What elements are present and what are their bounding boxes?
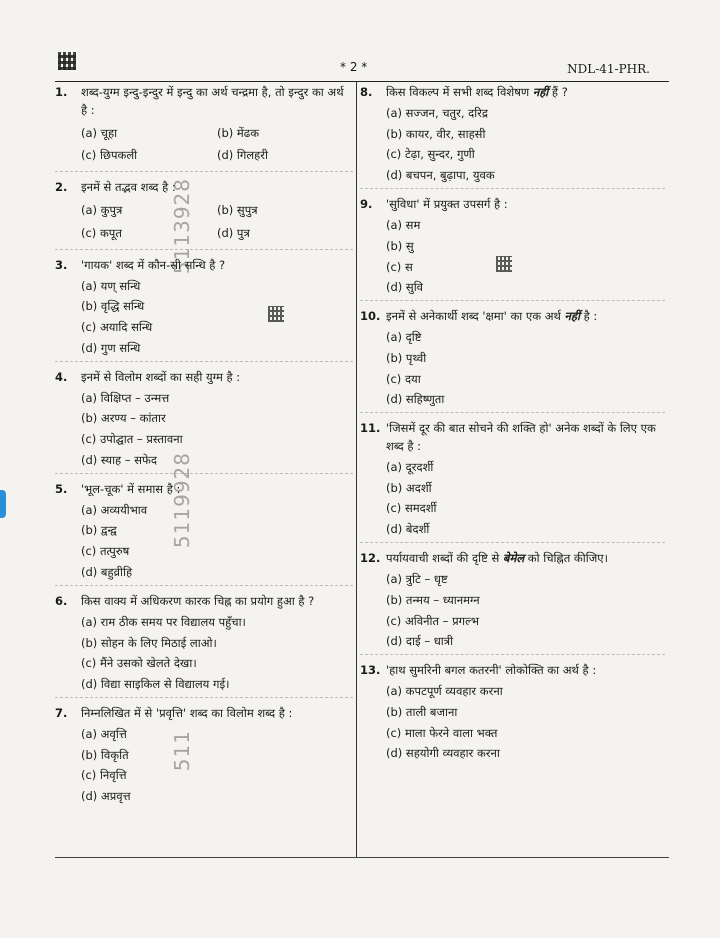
watermark-number: 5113928: [170, 178, 194, 275]
answer-option: (d) बचपन, बुढ़ापा, युवक: [386, 168, 495, 183]
question-separator: [55, 361, 353, 363]
question-number: 2.: [55, 180, 68, 195]
options-list: [386, 571, 665, 651]
answer-option: (b) सु: [386, 238, 414, 253]
answer-option: (a) दृष्टि: [386, 329, 422, 344]
answer-option: (a) राम ठीक समय पर विद्यालय पहुँचा।: [81, 614, 246, 629]
answer-option: (d) सहयोगी व्यवहार करना: [386, 746, 500, 761]
question: [360, 196, 665, 214]
question: [55, 257, 353, 275]
answer-option: (b) सोहन के लिए मिठाई लाओ।: [81, 635, 217, 650]
question-separator: [360, 542, 665, 544]
answer-option: (c) मैंने उसको खेलते देखा।: [81, 656, 197, 671]
question-text: [386, 84, 665, 102]
answer-option: (b) द्वन्द्व: [81, 523, 117, 538]
question-block: [55, 257, 353, 363]
answer-option: (d) अप्रवृत्त: [81, 789, 131, 804]
question-text-post: को चिह्नित कीजिए।: [524, 551, 608, 566]
question: [360, 420, 665, 456]
answer-option: (a) सज्जन, चतुर, दरिद्र: [386, 105, 489, 120]
question-separator: [360, 412, 665, 414]
question-emphasis: नहीं: [564, 309, 581, 324]
question: [360, 84, 665, 102]
question: [360, 662, 665, 680]
question: [360, 550, 665, 568]
answer-option: (a) विक्षिप्त – उन्मत्त: [81, 390, 170, 405]
answer-option: (b) ताली बजाना: [386, 704, 458, 719]
question-number: 1.: [55, 85, 68, 99]
question-number: 11.: [360, 421, 381, 436]
question-text: [386, 550, 665, 568]
question-text: इनमें से विलोम शब्दों का सही युग्म है :: [81, 369, 241, 384]
answer-option: (a) कुपुत्र: [81, 203, 123, 218]
question-emphasis: बेमेल: [502, 551, 525, 566]
answer-option: (c) समदर्शी: [386, 501, 437, 516]
answer-option: (d) बहुव्रीहि: [81, 565, 133, 580]
watermark-number: 511: [170, 730, 194, 772]
question-block: [360, 550, 665, 656]
question-number: 7.: [55, 705, 68, 720]
answer-option: (b) तन्मय – ध्यानमग्न: [386, 592, 480, 607]
question-text-pre: 'जिसमें दूर की बात सोचने की शक्ति हो' अनेक शब्दों के लिए एक शब्द है :: [386, 421, 656, 453]
question: [55, 179, 353, 197]
answer-option: (c) अविनीत – प्रगल्भ: [386, 613, 479, 628]
question-block: [360, 196, 665, 302]
page-edge-tab: [0, 490, 6, 518]
question-number: 4.: [55, 369, 68, 384]
answer-option: (c) तत्पुरुष: [81, 544, 130, 559]
options-list: [81, 502, 353, 582]
answer-option: (b) कायर, वीर, साहसी: [386, 126, 486, 141]
footer-rule: [55, 857, 669, 858]
question-block: [55, 481, 353, 587]
question-text: इनमें से तद्भव शब्द है :: [81, 180, 176, 195]
question-block: [360, 662, 665, 763]
question-text: किस वाक्य में अधिकरण कारक चिह्न का प्रयोग हुआ है ?: [81, 593, 315, 608]
question-block: [55, 179, 353, 250]
question-text-post: है :: [580, 309, 598, 324]
question-block: [55, 593, 353, 699]
question-text: [386, 420, 665, 456]
answer-option: (b) विकृति: [81, 747, 129, 762]
question-block: [360, 308, 665, 414]
question-separator: [55, 585, 353, 587]
right-column: [360, 84, 665, 766]
options-list: [81, 726, 353, 806]
question: [55, 369, 353, 387]
question-number: 6.: [55, 593, 68, 608]
left-column: [55, 84, 353, 809]
question-text-post: हैं ?: [548, 85, 568, 99]
question-number: 8.: [360, 85, 373, 99]
question-separator: [55, 697, 353, 699]
question-text-pre: 'हाथ सुमरिनी बगल कतरनी' लोकोक्ति का अर्थ है :: [386, 663, 597, 678]
options-list: [386, 105, 665, 185]
question-text-pre: 'सुविधा' में प्रयुक्त उपसर्ग है :: [386, 197, 508, 212]
options-list: [386, 459, 665, 539]
answer-option: (d) दाई – धात्री: [386, 634, 454, 649]
options-list: [386, 683, 665, 763]
qr-code-icon: [58, 52, 76, 70]
header-rule: [55, 81, 669, 82]
question-text-pre: किस विकल्प में सभी शब्द विशेषण: [386, 85, 533, 99]
page-number: * 2 *: [340, 60, 368, 74]
answer-option: (c) अयादि सन्धि: [81, 320, 153, 335]
question: [360, 308, 665, 326]
answer-option: (c) निवृत्ति: [81, 768, 127, 783]
answer-option: (d) गुण सन्धि: [81, 340, 141, 355]
answer-option: (c) स: [386, 259, 413, 274]
question: [55, 705, 353, 723]
question-text: [386, 308, 665, 326]
answer-option: (c) टेढ़ा, सुन्दर, गुणी: [386, 147, 475, 162]
question-text: [386, 662, 665, 680]
question-block: [360, 84, 665, 190]
question-text-pre: इनमें से अनेकार्थी शब्द 'क्षमा' का एक अर्थ: [386, 309, 565, 324]
answer-option: (b) मेंढक: [217, 125, 260, 140]
options-list: [386, 329, 665, 409]
question-number: 10.: [360, 309, 381, 324]
question-text: 'गायक' शब्द में कौन-सी सन्धि है ?: [81, 257, 226, 272]
question-separator: [55, 249, 353, 251]
answer-option: (a) अवृत्ति: [81, 726, 127, 741]
question-block: [360, 420, 665, 544]
question-number: 3.: [55, 257, 68, 272]
column-divider: [356, 81, 357, 857]
answer-option: (d) सहिष्णुता: [386, 392, 445, 407]
answer-option: (d) बेदर्शी: [386, 522, 430, 537]
answer-option: (b) अरण्य – कांतार: [81, 411, 166, 426]
question-text-pre: पर्यायवाची शब्दों की दृष्टि से: [386, 551, 503, 566]
options-list: [81, 390, 353, 470]
question-block: [55, 705, 353, 806]
answer-option: (d) सुवि: [386, 280, 424, 295]
question-text: 'भूल-चूक' में समास है :: [81, 481, 181, 496]
answer-option: (b) सुपुत्र: [217, 203, 258, 218]
answer-option: (b) पृथ्वी: [386, 350, 427, 365]
question-separator: [55, 473, 353, 475]
answer-option: (a) त्रुटि – धृष्ट: [386, 571, 448, 586]
answer-option: (c) माला फेरने वाला भक्त: [386, 725, 498, 740]
question-block: [55, 84, 353, 173]
question-number: 5.: [55, 481, 68, 496]
answer-option: (a) दूरदर्शी: [386, 459, 434, 474]
answer-option: (a) चूहा: [81, 125, 118, 140]
question-number: 12.: [360, 551, 381, 566]
answer-option: (d) स्याह – सफेद: [81, 453, 157, 467]
answer-option: (c) उपोद्घात – प्रस्तावना: [81, 432, 183, 447]
answer-option: (c) कपूत: [81, 225, 122, 240]
question: [55, 593, 353, 611]
watermark-number: 5119928: [170, 452, 194, 549]
answer-option: (a) सम: [386, 217, 421, 232]
question-separator: [55, 171, 353, 173]
question-number: 13.: [360, 663, 381, 678]
answer-option: (c) दया: [386, 371, 421, 386]
answer-option: (d) पुत्र: [217, 225, 250, 240]
question-number: 9.: [360, 197, 373, 212]
question-text: निम्नलिखित में से 'प्रवृत्ति' शब्द का विलोम शब्द है :: [81, 705, 293, 720]
question-block: [55, 369, 353, 475]
question-separator: [360, 654, 665, 656]
answer-option: (d) विद्या साइकिल से विद्यालय गई।: [81, 677, 230, 692]
answer-option: (a) कपटपूर्ण व्यवहार करना: [386, 683, 503, 698]
answer-option: (c) छिपकली: [81, 148, 138, 163]
paper-code: NDL-41-PHR.: [567, 62, 650, 76]
options-list: [81, 200, 353, 246]
answer-option: (a) अव्ययीभाव: [81, 502, 148, 517]
question: [55, 84, 353, 120]
question-text: [386, 196, 665, 214]
answer-option: (a) यण् सन्धि: [81, 278, 141, 293]
answer-option: (d) गिलहरी: [217, 148, 268, 163]
answer-option: (b) अदर्शी: [386, 480, 432, 495]
options-list: [81, 614, 353, 694]
options-list: [81, 278, 353, 358]
answer-option: (b) वृद्धि सन्धि: [81, 299, 145, 314]
question: [55, 481, 353, 499]
question-separator: [360, 300, 665, 302]
question-text: शब्द-युग्म इन्दु-इन्दुर में इन्दु का अर्थ चन्द्रमा है, तो इन्दुर का अर्थ है :: [81, 85, 344, 117]
question-separator: [360, 188, 665, 190]
question-emphasis: नहीं: [532, 85, 549, 99]
options-list: [81, 123, 353, 169]
options-list: [386, 217, 665, 297]
